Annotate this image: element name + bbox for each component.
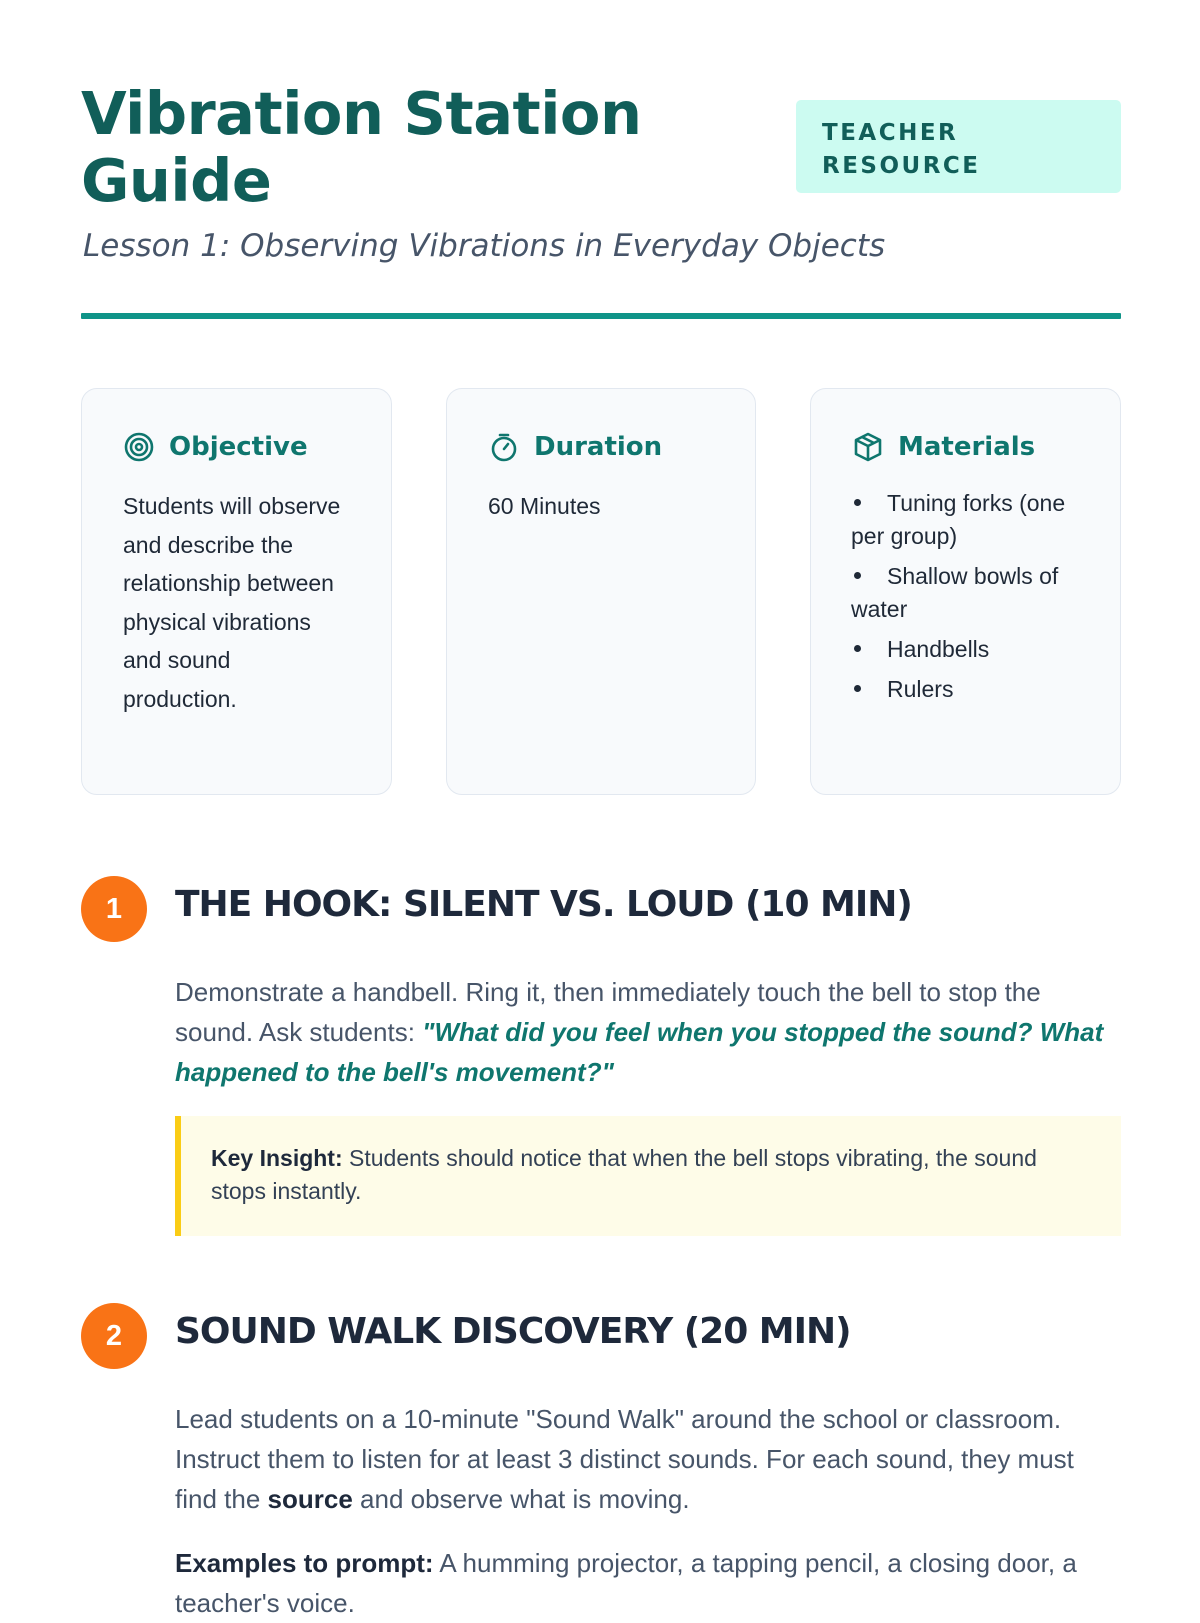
page-title: Vibration Station Guide xyxy=(81,79,642,215)
step-title: THE HOOK: SILENT VS. LOUD (10 MIN) xyxy=(175,884,912,925)
materials-title: Materials xyxy=(898,432,1036,462)
header-divider xyxy=(81,313,1121,319)
prompt-question: "What did you feel when you stopped the sound? What happened to the bell's movement?" xyxy=(175,1017,1104,1087)
duration-card xyxy=(446,388,756,795)
step-description: Lead students on a 10-minute "Sound Walk" around the school or classroom. Instruct them to listen for at least 3 distinct sounds. For each sound, they must find the source and observe what is moving. xyxy=(175,1404,1074,1514)
step-1 xyxy=(81,876,1121,1256)
objective-card xyxy=(81,388,392,795)
step-description: Demonstrate a handbell. Ring it, then immediately touch the bell to stop the sound. Ask students: "What did you feel when you stopped the sound? What happened to the bell's movement?" xyxy=(175,977,1104,1087)
step-number-badge: 2 xyxy=(81,1303,147,1369)
target-icon xyxy=(123,431,155,463)
list-item: Rulers xyxy=(851,673,1079,706)
materials-list xyxy=(851,487,1079,706)
objective-text: Students will observe and describe the relationship between physical vibrations and sound production. xyxy=(123,493,341,712)
step-2 xyxy=(81,1303,1121,1618)
list-item: Handbells xyxy=(851,633,1079,666)
materials-card xyxy=(810,388,1121,795)
duration-text: 60 Minutes xyxy=(488,493,601,519)
duration-title: Duration xyxy=(534,432,663,462)
objective-title: Objective xyxy=(169,432,308,462)
list-item: Tuning forks (one per group) xyxy=(851,490,1066,549)
step-number-badge: 1 xyxy=(81,876,147,942)
header xyxy=(81,80,1121,320)
box-icon xyxy=(852,431,884,463)
stopwatch-icon xyxy=(488,431,520,463)
list-item: Shallow bowls of water xyxy=(851,563,1059,622)
key-insight-callout: Key Insight: Students should notice that when the bell stops vibrating, the sound stops instantly. xyxy=(175,1116,1121,1236)
step-title: SOUND WALK DISCOVERY (20 MIN) xyxy=(175,1311,851,1352)
examples-prompt: Examples to prompt: A humming projector, a tapping pencil, a closing door, a teacher's voice. xyxy=(175,1548,1077,1618)
lesson-subtitle: Lesson 1: Observing Vibrations in Everyday Objects xyxy=(83,228,886,264)
teacher-resource-badge: TEACHER RESOURCE xyxy=(796,100,1121,193)
